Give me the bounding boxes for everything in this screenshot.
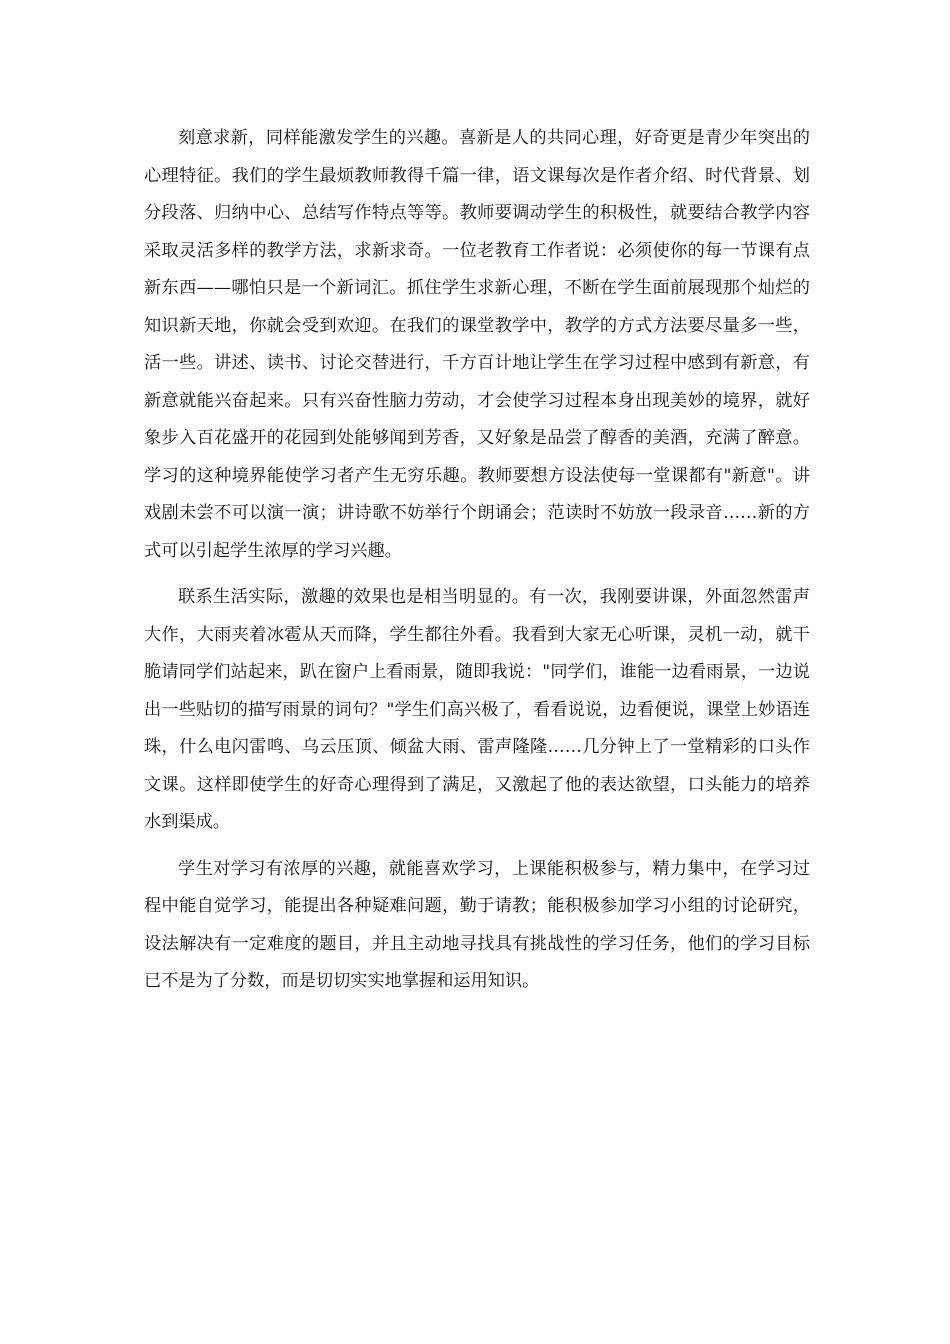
paragraph-interest-outcome: 学生对学习有浓厚的兴趣，就能喜欢学习，上课能积极参与，精力集中，在学习过程中能自觉学习，能提出各种疑难问题，勤于请教；能积极参加学习小组的讨论研究，设法解决有一定难度的题目，并且主动地寻找具有挑战性的学习任务，他们的学习目标已不是为了分数，而是切切实实地掌握和运用知识。 <box>144 858 810 991</box>
document-body <box>144 120 810 1010</box>
paragraph-novelty: 刻意求新，同样能激发学生的兴趣。喜新是人的共同心理，好奇更是青少年突出的心理特征。我们的学生最烦教师教得千篇一律，语文课每次是作者介绍、时代背景、划分段落、归纳中心、总结写作特点等等。教师要调动学生的积极性，就要结合教学内容采取灵活多样的教学方法，求新求奇。一位老教育工作者说：必须使你的每一节课有点新东西——哪怕只是一个新词汇。抓住学生求新心理，不断在学生面前展现那个灿烂的知识新天地，你就会受到欢迎。在我们的课堂教学中，教学的方式方法要尽量多一些，活一些。讲述、读书、讨论交替进行，千方百计地让学生在学习过程中感到有新意，有新意就能兴奋起来。只有兴奋性脑力劳动，才会使学习过程本身出现美妙的境界，就好象步入百花盛开的花园到处能够闻到芳香，又好象是品尝了醇香的美酒，充满了醉意。学习的这种境界能使学习者产生无穷乐趣。教师要想方设法使每一堂课都有"新意"。讲戏剧未尝不可以演一演；讲诗歌不妨举行个朗诵会；范读时不妨放一段录音……新的方式可以引起学生浓厚的学习兴趣。 <box>144 128 810 561</box>
paragraph-real-life: 联系生活实际，激趣的效果也是相当明显的。有一次，我刚要讲课，外面忽然雷声大作，大雨夹着冰雹从天而降，学生都往外看。我看到大家无心听课，灵机一动，就干脆请同学们站起来，趴在窗户上看雨景，随即我说："同学们，谁能一边看雨景，一边说出一些贴切的描写雨景的词句？"学生们高兴极了，看看说说，边看便说，课堂上妙语连珠，什么电闪雷鸣、乌云压顶、倾盆大雨、雷声隆隆……几分钟上了一堂精彩的口头作文课。这样即使学生的好奇心理得到了满足，又激起了他的表达欲望，口头能力的培养水到渠成。 <box>144 587 810 832</box>
